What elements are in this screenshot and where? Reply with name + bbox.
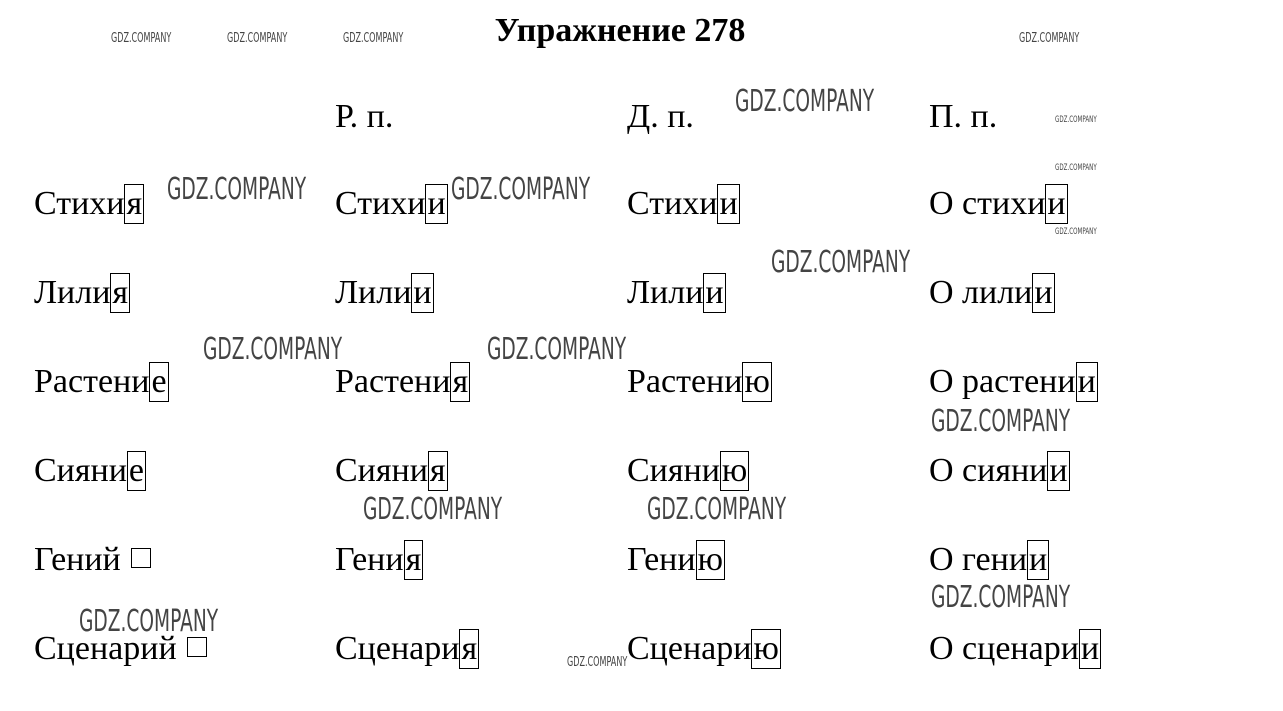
watermark-text: GDZ.COMPANY [1019,31,1080,46]
word-cell-dat [627,273,726,313]
ending-box: ю [697,541,723,578]
word-cell-nom [34,184,144,224]
watermark-text: GDZ.COMPANY [203,332,343,367]
word-cell-dat [627,629,781,669]
word-stem: Растени [335,363,451,400]
word-stem: О растени [929,363,1076,400]
word-cell-gen [335,629,479,669]
word-stem: Растени [34,363,150,400]
exercise-title: Упражнение 278 [494,12,746,49]
ending-box: и [1029,541,1048,578]
watermark-text: GDZ.COMPANY [1055,115,1097,125]
watermark-text: GDZ.COMPANY [343,31,404,46]
watermark-text: GDZ.COMPANY [227,31,288,46]
word-cell-nom [34,540,151,580]
ending-box: ю [744,363,770,400]
ending-box: е [151,363,167,400]
ending-box: я [429,452,446,489]
ending-box: и [413,274,432,311]
word-cell-prep [929,184,1068,224]
watermark-text: GDZ.COMPANY [1055,227,1097,237]
watermark-text: GDZ.COMPANY [79,604,219,639]
header-genitive: Р. п. [335,98,394,135]
word-stem: Стихи [627,185,718,222]
ending-box: и [1047,185,1066,222]
ending-box: я [452,363,469,400]
word-cell-nom [34,451,146,491]
ending-box: и [705,274,724,311]
word-stem: О стихи [929,185,1046,222]
ending-box: е [128,452,144,489]
word-stem: О сценари [929,630,1079,667]
watermark-text: GDZ.COMPANY [363,492,503,527]
ending-box: и [1077,363,1096,400]
watermark-text: GDZ.COMPANY [111,31,172,46]
word-stem: О лили [929,274,1033,311]
word-cell-prep [929,540,1049,580]
word-stem: Сценарий [34,630,177,667]
word-cell-prep [929,451,1070,491]
word-stem: Стихи [335,185,426,222]
watermark-text: GDZ.COMPANY [567,655,628,670]
zero-ending-box [187,637,207,657]
watermark-text: GDZ.COMPANY [1055,163,1097,173]
ending-box: ю [753,630,779,667]
word-cell-prep [929,362,1098,402]
word-stem: Сияни [627,452,720,489]
watermark-text: GDZ.COMPANY [735,84,875,119]
word-stem: Лили [34,274,111,311]
word-cell-gen [335,451,448,491]
word-stem: О сияни [929,452,1048,489]
watermark-text: GDZ.COMPANY [771,245,911,280]
word-stem: О гени [929,541,1028,578]
watermark-text: GDZ.COMPANY [167,172,307,207]
ending-box: и [1034,274,1053,311]
word-cell-dat [627,540,725,580]
word-cell-gen [335,184,448,224]
word-cell-nom [34,362,169,402]
word-stem: Сценари [627,630,752,667]
ending-box: я [405,541,422,578]
word-cell-prep [929,629,1101,669]
ending-box: и [427,185,446,222]
ending-box: и [719,185,738,222]
word-stem: Сценари [335,630,460,667]
word-cell-nom [34,273,130,313]
word-stem: Гени [335,541,404,578]
watermark-text: GDZ.COMPANY [931,580,1071,615]
zero-ending-box [131,548,151,568]
ending-box: я [461,630,478,667]
word-stem: Сияни [34,452,127,489]
ending-box: я [126,185,143,222]
ending-box: ю [721,452,748,489]
watermark-text: GDZ.COMPANY [931,404,1071,439]
word-cell-dat [627,184,740,224]
word-cell-gen [335,273,434,313]
word-cell-dat [627,451,749,491]
word-cell-dat [627,362,772,402]
header-prepositional: П. п. [929,98,998,135]
ending-box: и [1080,630,1100,667]
word-stem: Сияни [335,452,428,489]
word-stem: Гени [627,541,696,578]
word-stem: Лили [627,274,704,311]
ending-box: и [1049,452,1068,489]
word-stem: Растени [627,363,743,400]
watermark-text: GDZ.COMPANY [487,332,627,367]
word-cell-gen [335,540,423,580]
watermark-text: GDZ.COMPANY [451,172,591,207]
word-cell-gen [335,362,470,402]
word-cell-prep [929,273,1055,313]
watermark-text: GDZ.COMPANY [647,492,787,527]
word-stem: Гений [34,541,121,578]
ending-box: я [112,274,129,311]
word-stem: Лили [335,274,412,311]
word-stem: Стихи [34,185,125,222]
header-dative: Д. п. [627,98,694,135]
